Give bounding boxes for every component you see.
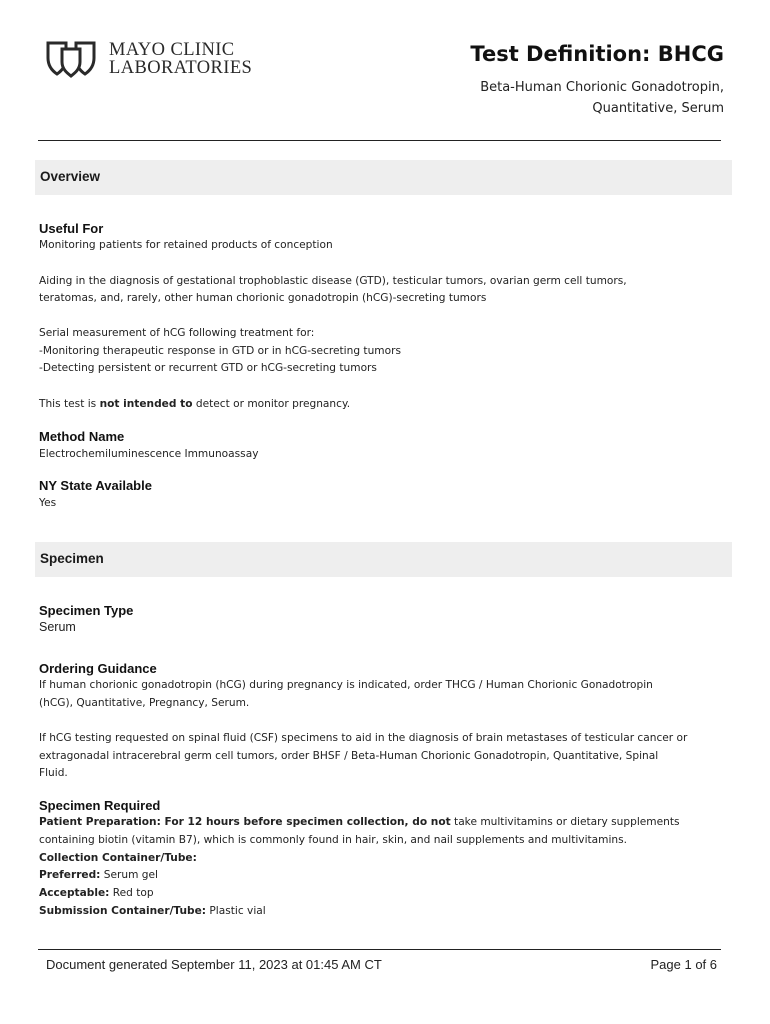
collection-container-label bbox=[39, 850, 197, 868]
acceptable-label: Acceptable: bbox=[39, 887, 110, 899]
collection-container-bold: Collection Container/Tube: bbox=[39, 852, 197, 864]
useful-for-line-1: Monitoring patients for retained products of conception bbox=[39, 239, 333, 251]
preferred-value: Serum gel bbox=[100, 869, 158, 881]
useful-for-heading: Useful For bbox=[39, 221, 104, 236]
ordering-line-3: If hCG testing requested on spinal fluid (CSF) specimens to aid in the diagnosis of brain metastases of testicular cancer or bbox=[39, 732, 688, 744]
patient-prep-line-2: containing biotin (vitamin B7), which is commonly found in hair, skin, and nail supplements and multivitamins. bbox=[39, 834, 628, 846]
patient-prep-rest: take multivitamins or dietary supplements bbox=[450, 816, 680, 828]
useful-for-line-2: Aiding in the diagnosis of gestational trophoblastic disease (GTD), testicular tumors, ovarian germ cell tumors, bbox=[39, 275, 627, 287]
useful-for-line-4: Serial measurement of hCG following treatment for: bbox=[39, 327, 315, 339]
mayo-shields-icon bbox=[45, 40, 97, 78]
method-name-value: Electrochemiluminescence Immunoassay bbox=[39, 448, 259, 460]
ordering-line-4: extragonadal intracerebral germ cell tumors, order BHSF / Beta-Human Chorionic Gonadotropin, Quantitative, Spinal bbox=[39, 750, 659, 762]
submission-line bbox=[39, 903, 266, 921]
ny-state-heading: NY State Available bbox=[39, 478, 152, 493]
specimen-type-value: Serum bbox=[39, 620, 76, 634]
subtitle-line-2: Quantitative, Serum bbox=[592, 101, 724, 116]
section-title-specimen: Specimen bbox=[40, 551, 104, 566]
useful-for-line-3: teratomas, and, rarely, other human chorionic gonadotropin (hCG)-secreting tumors bbox=[39, 292, 487, 304]
ordering-line-2: (hCG), Quantitative, Pregnancy, Serum. bbox=[39, 697, 250, 709]
section-title-overview: Overview bbox=[40, 169, 101, 184]
page-subtitle bbox=[480, 77, 724, 119]
page-title: Test Definition: BHCG bbox=[470, 42, 724, 66]
specimen-required-heading: Specimen Required bbox=[39, 798, 161, 813]
ordering-guidance-heading: Ordering Guidance bbox=[39, 661, 157, 676]
footer-divider bbox=[38, 949, 721, 950]
footer-generated-date: Document generated September 11, 2023 at 01:45 AM CT bbox=[46, 957, 382, 972]
mayo-clinic-logo bbox=[45, 40, 252, 78]
logo-line-2: LABORATORIES bbox=[109, 58, 253, 78]
ny-state-value: Yes bbox=[39, 497, 57, 509]
subtitle-line-1: Beta-Human Chorionic Gonadotropin, bbox=[480, 80, 724, 95]
specimen-type-heading: Specimen Type bbox=[39, 603, 134, 618]
patient-prep-line-1 bbox=[39, 814, 680, 832]
useful-for-line-6: -Detecting persistent or recurrent GTD or hCG-secreting tumors bbox=[39, 362, 377, 374]
preferred-label: Preferred: bbox=[39, 869, 101, 881]
method-name-heading: Method Name bbox=[39, 429, 125, 444]
pregnancy-note-pre: This test is bbox=[39, 398, 100, 410]
acceptable-line bbox=[39, 885, 154, 903]
pregnancy-note bbox=[39, 396, 350, 414]
pregnancy-note-bold: not intended to bbox=[99, 398, 193, 410]
logo-line-1: MAYO CLINIC bbox=[109, 40, 235, 60]
submission-value: Plastic vial bbox=[206, 905, 266, 917]
ordering-line-5: Fluid. bbox=[39, 767, 68, 779]
acceptable-value: Red top bbox=[109, 887, 154, 899]
submission-label: Submission Container/Tube: bbox=[39, 905, 207, 917]
footer-page-number: Page 1 of 6 bbox=[650, 957, 717, 972]
useful-for-line-5: -Monitoring therapeutic response in GTD or in hCG-secreting tumors bbox=[39, 345, 401, 357]
pregnancy-note-post: detect or monitor pregnancy. bbox=[192, 398, 351, 410]
patient-prep-bold: Patient Preparation: For 12 hours before specimen collection, do not bbox=[39, 816, 451, 828]
section-bar-specimen bbox=[35, 542, 732, 577]
preferred-line bbox=[39, 867, 158, 885]
ordering-line-1: If human chorionic gonadotropin (hCG) during pregnancy is indicated, order THCG / Human Chorionic Gonadotropin bbox=[39, 679, 653, 691]
header-divider bbox=[38, 140, 721, 141]
section-bar-overview bbox=[35, 160, 732, 195]
